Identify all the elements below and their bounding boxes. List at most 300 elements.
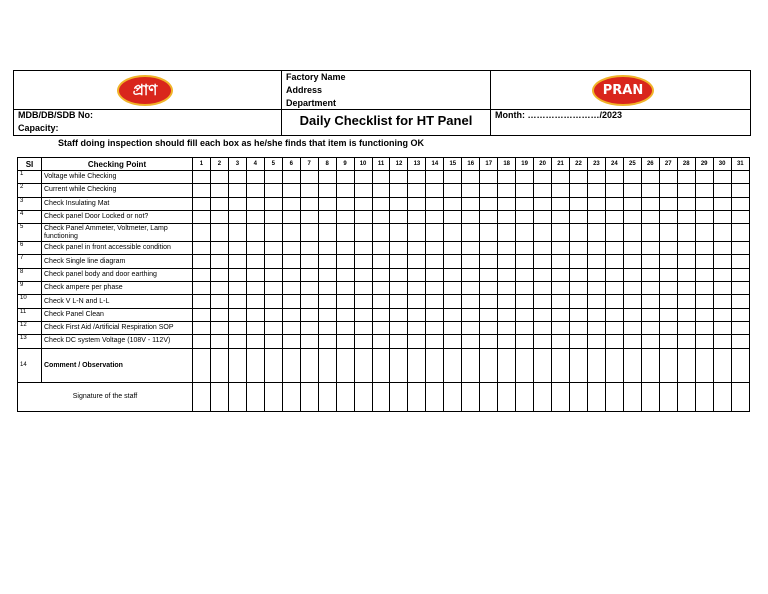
check-box-cell[interactable]: [300, 308, 318, 321]
check-box-cell[interactable]: [390, 197, 408, 210]
check-box-cell[interactable]: [605, 268, 623, 281]
check-box-cell[interactable]: [731, 268, 749, 281]
check-box-cell[interactable]: [282, 184, 300, 197]
check-box-cell[interactable]: [641, 171, 659, 184]
check-box-cell[interactable]: [354, 224, 372, 242]
check-box-cell[interactable]: [210, 308, 228, 321]
check-box-cell[interactable]: [372, 255, 390, 268]
check-box-cell[interactable]: [480, 321, 498, 334]
check-box-cell[interactable]: [516, 224, 534, 242]
check-box-cell[interactable]: [498, 224, 516, 242]
check-box-cell[interactable]: [444, 295, 462, 308]
check-box-cell[interactable]: [570, 295, 588, 308]
check-box-cell[interactable]: [462, 171, 480, 184]
check-box-cell[interactable]: [264, 210, 282, 223]
check-box-cell[interactable]: [462, 382, 480, 411]
check-box-cell[interactable]: [623, 321, 641, 334]
check-box-cell[interactable]: [605, 382, 623, 411]
check-box-cell[interactable]: [444, 224, 462, 242]
check-box-cell[interactable]: [354, 382, 372, 411]
check-box-cell[interactable]: [552, 255, 570, 268]
check-box-cell[interactable]: [354, 255, 372, 268]
check-box-cell[interactable]: [731, 197, 749, 210]
check-box-cell[interactable]: [426, 268, 444, 281]
check-box-cell[interactable]: [498, 295, 516, 308]
check-box-cell[interactable]: [336, 321, 354, 334]
check-box-cell[interactable]: [659, 382, 677, 411]
check-box-cell[interactable]: [210, 255, 228, 268]
check-box-cell[interactable]: [480, 224, 498, 242]
check-box-cell[interactable]: [587, 295, 605, 308]
check-box-cell[interactable]: [587, 348, 605, 382]
check-box-cell[interactable]: [713, 224, 731, 242]
check-box-cell[interactable]: [228, 210, 246, 223]
check-box-cell[interactable]: [552, 282, 570, 295]
check-box-cell[interactable]: [731, 295, 749, 308]
check-box-cell[interactable]: [193, 348, 211, 382]
check-box-cell[interactable]: [264, 308, 282, 321]
check-box-cell[interactable]: [444, 171, 462, 184]
check-box-cell[interactable]: [570, 197, 588, 210]
check-box-cell[interactable]: [623, 268, 641, 281]
check-box-cell[interactable]: [605, 171, 623, 184]
check-box-cell[interactable]: [462, 268, 480, 281]
check-box-cell[interactable]: [426, 197, 444, 210]
check-box-cell[interactable]: [300, 184, 318, 197]
check-box-cell[interactable]: [264, 184, 282, 197]
check-box-cell[interactable]: [570, 335, 588, 348]
check-box-cell[interactable]: [516, 335, 534, 348]
check-box-cell[interactable]: [300, 348, 318, 382]
check-box-cell[interactable]: [246, 210, 264, 223]
check-box-cell[interactable]: [300, 382, 318, 411]
check-box-cell[interactable]: [408, 171, 426, 184]
check-box-cell[interactable]: [713, 321, 731, 334]
check-box-cell[interactable]: [318, 184, 336, 197]
check-box-cell[interactable]: [659, 224, 677, 242]
check-box-cell[interactable]: [623, 224, 641, 242]
check-box-cell[interactable]: [677, 224, 695, 242]
check-box-cell[interactable]: [444, 348, 462, 382]
check-box-cell[interactable]: [623, 184, 641, 197]
check-box-cell[interactable]: [480, 255, 498, 268]
check-box-cell[interactable]: [587, 282, 605, 295]
check-box-cell[interactable]: [695, 197, 713, 210]
check-box-cell[interactable]: [426, 282, 444, 295]
check-box-cell[interactable]: [372, 184, 390, 197]
check-box-cell[interactable]: [534, 184, 552, 197]
check-box-cell[interactable]: [623, 295, 641, 308]
check-box-cell[interactable]: [354, 348, 372, 382]
check-box-cell[interactable]: [534, 282, 552, 295]
check-box-cell[interactable]: [552, 224, 570, 242]
check-box-cell[interactable]: [641, 255, 659, 268]
check-box-cell[interactable]: [659, 282, 677, 295]
check-box-cell[interactable]: [605, 210, 623, 223]
check-box-cell[interactable]: [444, 210, 462, 223]
check-box-cell[interactable]: [282, 224, 300, 242]
check-box-cell[interactable]: [246, 335, 264, 348]
check-box-cell[interactable]: [426, 184, 444, 197]
check-box-cell[interactable]: [390, 348, 408, 382]
check-box-cell[interactable]: [300, 171, 318, 184]
check-box-cell[interactable]: [193, 210, 211, 223]
check-box-cell[interactable]: [516, 210, 534, 223]
check-box-cell[interactable]: [641, 335, 659, 348]
check-box-cell[interactable]: [426, 348, 444, 382]
check-box-cell[interactable]: [498, 308, 516, 321]
check-box-cell[interactable]: [713, 171, 731, 184]
check-box-cell[interactable]: [552, 242, 570, 255]
check-box-cell[interactable]: [336, 255, 354, 268]
check-box-cell[interactable]: [228, 382, 246, 411]
check-box-cell[interactable]: [516, 321, 534, 334]
check-box-cell[interactable]: [498, 335, 516, 348]
check-box-cell[interactable]: [336, 348, 354, 382]
check-box-cell[interactable]: [282, 321, 300, 334]
check-box-cell[interactable]: [282, 348, 300, 382]
check-box-cell[interactable]: [516, 348, 534, 382]
check-box-cell[interactable]: [587, 224, 605, 242]
check-box-cell[interactable]: [731, 282, 749, 295]
check-box-cell[interactable]: [623, 197, 641, 210]
check-box-cell[interactable]: [390, 321, 408, 334]
check-box-cell[interactable]: [605, 197, 623, 210]
check-box-cell[interactable]: [318, 282, 336, 295]
check-box-cell[interactable]: [498, 282, 516, 295]
check-box-cell[interactable]: [228, 184, 246, 197]
check-box-cell[interactable]: [372, 308, 390, 321]
check-box-cell[interactable]: [534, 348, 552, 382]
check-box-cell[interactable]: [659, 255, 677, 268]
check-box-cell[interactable]: [246, 268, 264, 281]
check-box-cell[interactable]: [713, 210, 731, 223]
check-box-cell[interactable]: [570, 348, 588, 382]
check-box-cell[interactable]: [193, 321, 211, 334]
check-box-cell[interactable]: [264, 382, 282, 411]
check-box-cell[interactable]: [336, 295, 354, 308]
check-box-cell[interactable]: [677, 282, 695, 295]
check-box-cell[interactable]: [623, 255, 641, 268]
check-box-cell[interactable]: [480, 382, 498, 411]
check-box-cell[interactable]: [282, 268, 300, 281]
check-box-cell[interactable]: [587, 335, 605, 348]
check-box-cell[interactable]: [336, 268, 354, 281]
check-box-cell[interactable]: [193, 242, 211, 255]
check-box-cell[interactable]: [731, 348, 749, 382]
check-box-cell[interactable]: [552, 171, 570, 184]
check-box-cell[interactable]: [426, 171, 444, 184]
check-box-cell[interactable]: [462, 282, 480, 295]
check-box-cell[interactable]: [462, 242, 480, 255]
check-box-cell[interactable]: [498, 268, 516, 281]
check-box-cell[interactable]: [264, 348, 282, 382]
check-box-cell[interactable]: [641, 184, 659, 197]
check-box-cell[interactable]: [210, 295, 228, 308]
check-box-cell[interactable]: [354, 335, 372, 348]
check-box-cell[interactable]: [605, 242, 623, 255]
check-box-cell[interactable]: [193, 224, 211, 242]
check-box-cell[interactable]: [659, 295, 677, 308]
check-box-cell[interactable]: [408, 335, 426, 348]
check-box-cell[interactable]: [210, 348, 228, 382]
check-box-cell[interactable]: [641, 382, 659, 411]
check-box-cell[interactable]: [587, 184, 605, 197]
check-box-cell[interactable]: [641, 224, 659, 242]
check-box-cell[interactable]: [228, 171, 246, 184]
check-box-cell[interactable]: [372, 348, 390, 382]
check-box-cell[interactable]: [282, 242, 300, 255]
check-box-cell[interactable]: [193, 268, 211, 281]
check-box-cell[interactable]: [498, 184, 516, 197]
check-box-cell[interactable]: [641, 295, 659, 308]
check-box-cell[interactable]: [246, 184, 264, 197]
check-box-cell[interactable]: [516, 184, 534, 197]
check-box-cell[interactable]: [354, 308, 372, 321]
check-box-cell[interactable]: [300, 197, 318, 210]
check-box-cell[interactable]: [659, 197, 677, 210]
check-box-cell[interactable]: [659, 308, 677, 321]
check-box-cell[interactable]: [731, 321, 749, 334]
check-box-cell[interactable]: [498, 210, 516, 223]
check-box-cell[interactable]: [677, 255, 695, 268]
check-box-cell[interactable]: [246, 255, 264, 268]
check-box-cell[interactable]: [534, 321, 552, 334]
check-box-cell[interactable]: [318, 321, 336, 334]
check-box-cell[interactable]: [516, 295, 534, 308]
check-box-cell[interactable]: [264, 171, 282, 184]
check-box-cell[interactable]: [677, 242, 695, 255]
check-box-cell[interactable]: [193, 295, 211, 308]
check-box-cell[interactable]: [318, 242, 336, 255]
check-box-cell[interactable]: [480, 171, 498, 184]
check-box-cell[interactable]: [408, 308, 426, 321]
check-box-cell[interactable]: [282, 335, 300, 348]
check-box-cell[interactable]: [534, 210, 552, 223]
check-box-cell[interactable]: [372, 224, 390, 242]
check-box-cell[interactable]: [246, 382, 264, 411]
check-box-cell[interactable]: [498, 321, 516, 334]
check-box-cell[interactable]: [426, 224, 444, 242]
check-box-cell[interactable]: [210, 242, 228, 255]
check-box-cell[interactable]: [390, 282, 408, 295]
check-box-cell[interactable]: [354, 242, 372, 255]
check-box-cell[interactable]: [318, 224, 336, 242]
check-box-cell[interactable]: [713, 197, 731, 210]
check-box-cell[interactable]: [677, 382, 695, 411]
check-box-cell[interactable]: [426, 321, 444, 334]
check-box-cell[interactable]: [372, 321, 390, 334]
check-box-cell[interactable]: [264, 321, 282, 334]
check-box-cell[interactable]: [193, 184, 211, 197]
check-box-cell[interactable]: [336, 308, 354, 321]
check-box-cell[interactable]: [587, 242, 605, 255]
check-box-cell[interactable]: [587, 171, 605, 184]
check-box-cell[interactable]: [552, 335, 570, 348]
check-box-cell[interactable]: [480, 335, 498, 348]
check-box-cell[interactable]: [570, 268, 588, 281]
check-box-cell[interactable]: [246, 242, 264, 255]
check-box-cell[interactable]: [318, 255, 336, 268]
check-box-cell[interactable]: [300, 224, 318, 242]
check-box-cell[interactable]: [623, 242, 641, 255]
check-box-cell[interactable]: [426, 308, 444, 321]
check-box-cell[interactable]: [408, 197, 426, 210]
check-box-cell[interactable]: [695, 210, 713, 223]
check-box-cell[interactable]: [677, 210, 695, 223]
check-box-cell[interactable]: [318, 171, 336, 184]
check-box-cell[interactable]: [462, 348, 480, 382]
check-box-cell[interactable]: [534, 268, 552, 281]
check-box-cell[interactable]: [228, 255, 246, 268]
check-box-cell[interactable]: [336, 197, 354, 210]
check-box-cell[interactable]: [300, 268, 318, 281]
check-box-cell[interactable]: [444, 255, 462, 268]
check-box-cell[interactable]: [731, 255, 749, 268]
check-box-cell[interactable]: [193, 255, 211, 268]
check-box-cell[interactable]: [552, 321, 570, 334]
check-box-cell[interactable]: [390, 210, 408, 223]
check-box-cell[interactable]: [713, 184, 731, 197]
check-box-cell[interactable]: [605, 321, 623, 334]
check-box-cell[interactable]: [570, 224, 588, 242]
check-box-cell[interactable]: [336, 242, 354, 255]
check-box-cell[interactable]: [210, 282, 228, 295]
check-box-cell[interactable]: [516, 242, 534, 255]
check-box-cell[interactable]: [695, 308, 713, 321]
check-box-cell[interactable]: [210, 382, 228, 411]
check-box-cell[interactable]: [444, 335, 462, 348]
check-box-cell[interactable]: [210, 321, 228, 334]
check-box-cell[interactable]: [552, 197, 570, 210]
check-box-cell[interactable]: [264, 282, 282, 295]
check-box-cell[interactable]: [318, 335, 336, 348]
check-box-cell[interactable]: [336, 224, 354, 242]
check-box-cell[interactable]: [318, 268, 336, 281]
check-box-cell[interactable]: [390, 255, 408, 268]
check-box-cell[interactable]: [552, 184, 570, 197]
check-box-cell[interactable]: [193, 282, 211, 295]
check-box-cell[interactable]: [713, 255, 731, 268]
check-box-cell[interactable]: [534, 224, 552, 242]
check-box-cell[interactable]: [354, 197, 372, 210]
check-box-cell[interactable]: [318, 348, 336, 382]
check-box-cell[interactable]: [210, 210, 228, 223]
check-box-cell[interactable]: [390, 335, 408, 348]
check-box-cell[interactable]: [462, 321, 480, 334]
check-box-cell[interactable]: [623, 210, 641, 223]
check-box-cell[interactable]: [498, 348, 516, 382]
check-box-cell[interactable]: [731, 210, 749, 223]
check-box-cell[interactable]: [516, 308, 534, 321]
check-box-cell[interactable]: [587, 255, 605, 268]
check-box-cell[interactable]: [552, 382, 570, 411]
check-box-cell[interactable]: [408, 210, 426, 223]
check-box-cell[interactable]: [462, 210, 480, 223]
check-box-cell[interactable]: [534, 335, 552, 348]
check-box-cell[interactable]: [498, 171, 516, 184]
check-box-cell[interactable]: [695, 321, 713, 334]
check-box-cell[interactable]: [516, 255, 534, 268]
check-box-cell[interactable]: [570, 242, 588, 255]
check-box-cell[interactable]: [677, 348, 695, 382]
check-box-cell[interactable]: [408, 295, 426, 308]
check-box-cell[interactable]: [641, 210, 659, 223]
check-box-cell[interactable]: [336, 382, 354, 411]
check-box-cell[interactable]: [282, 282, 300, 295]
check-box-cell[interactable]: [641, 308, 659, 321]
check-box-cell[interactable]: [444, 268, 462, 281]
check-box-cell[interactable]: [516, 197, 534, 210]
check-box-cell[interactable]: [534, 255, 552, 268]
check-box-cell[interactable]: [282, 171, 300, 184]
check-box-cell[interactable]: [713, 382, 731, 411]
check-box-cell[interactable]: [641, 348, 659, 382]
check-box-cell[interactable]: [336, 184, 354, 197]
check-box-cell[interactable]: [228, 335, 246, 348]
check-box-cell[interactable]: [534, 171, 552, 184]
check-box-cell[interactable]: [264, 242, 282, 255]
check-box-cell[interactable]: [695, 268, 713, 281]
check-box-cell[interactable]: [408, 224, 426, 242]
check-box-cell[interactable]: [480, 348, 498, 382]
check-box-cell[interactable]: [228, 295, 246, 308]
check-box-cell[interactable]: [264, 335, 282, 348]
check-box-cell[interactable]: [516, 268, 534, 281]
check-box-cell[interactable]: [228, 348, 246, 382]
check-box-cell[interactable]: [462, 224, 480, 242]
check-box-cell[interactable]: [480, 210, 498, 223]
check-box-cell[interactable]: [300, 321, 318, 334]
check-box-cell[interactable]: [480, 295, 498, 308]
check-box-cell[interactable]: [354, 321, 372, 334]
check-box-cell[interactable]: [623, 348, 641, 382]
check-box-cell[interactable]: [623, 308, 641, 321]
check-box-cell[interactable]: [354, 268, 372, 281]
check-box-cell[interactable]: [570, 171, 588, 184]
month-field[interactable]: Month: ……………………/2023: [495, 110, 623, 120]
check-box-cell[interactable]: [372, 282, 390, 295]
check-box-cell[interactable]: [713, 308, 731, 321]
check-box-cell[interactable]: [336, 210, 354, 223]
check-box-cell[interactable]: [390, 308, 408, 321]
check-box-cell[interactable]: [426, 210, 444, 223]
check-box-cell[interactable]: [372, 335, 390, 348]
check-box-cell[interactable]: [246, 321, 264, 334]
check-box-cell[interactable]: [264, 268, 282, 281]
check-box-cell[interactable]: [408, 348, 426, 382]
check-box-cell[interactable]: [210, 268, 228, 281]
check-box-cell[interactable]: [246, 171, 264, 184]
check-box-cell[interactable]: [552, 348, 570, 382]
check-box-cell[interactable]: [498, 197, 516, 210]
check-box-cell[interactable]: [552, 268, 570, 281]
check-box-cell[interactable]: [354, 282, 372, 295]
check-box-cell[interactable]: [713, 268, 731, 281]
check-box-cell[interactable]: [570, 382, 588, 411]
check-box-cell[interactable]: [408, 242, 426, 255]
check-box-cell[interactable]: [605, 348, 623, 382]
check-box-cell[interactable]: [264, 224, 282, 242]
check-box-cell[interactable]: [641, 282, 659, 295]
check-box-cell[interactable]: [264, 197, 282, 210]
check-box-cell[interactable]: [623, 171, 641, 184]
check-box-cell[interactable]: [498, 382, 516, 411]
check-box-cell[interactable]: [587, 210, 605, 223]
check-box-cell[interactable]: [336, 282, 354, 295]
check-box-cell[interactable]: [570, 255, 588, 268]
check-box-cell[interactable]: [659, 348, 677, 382]
